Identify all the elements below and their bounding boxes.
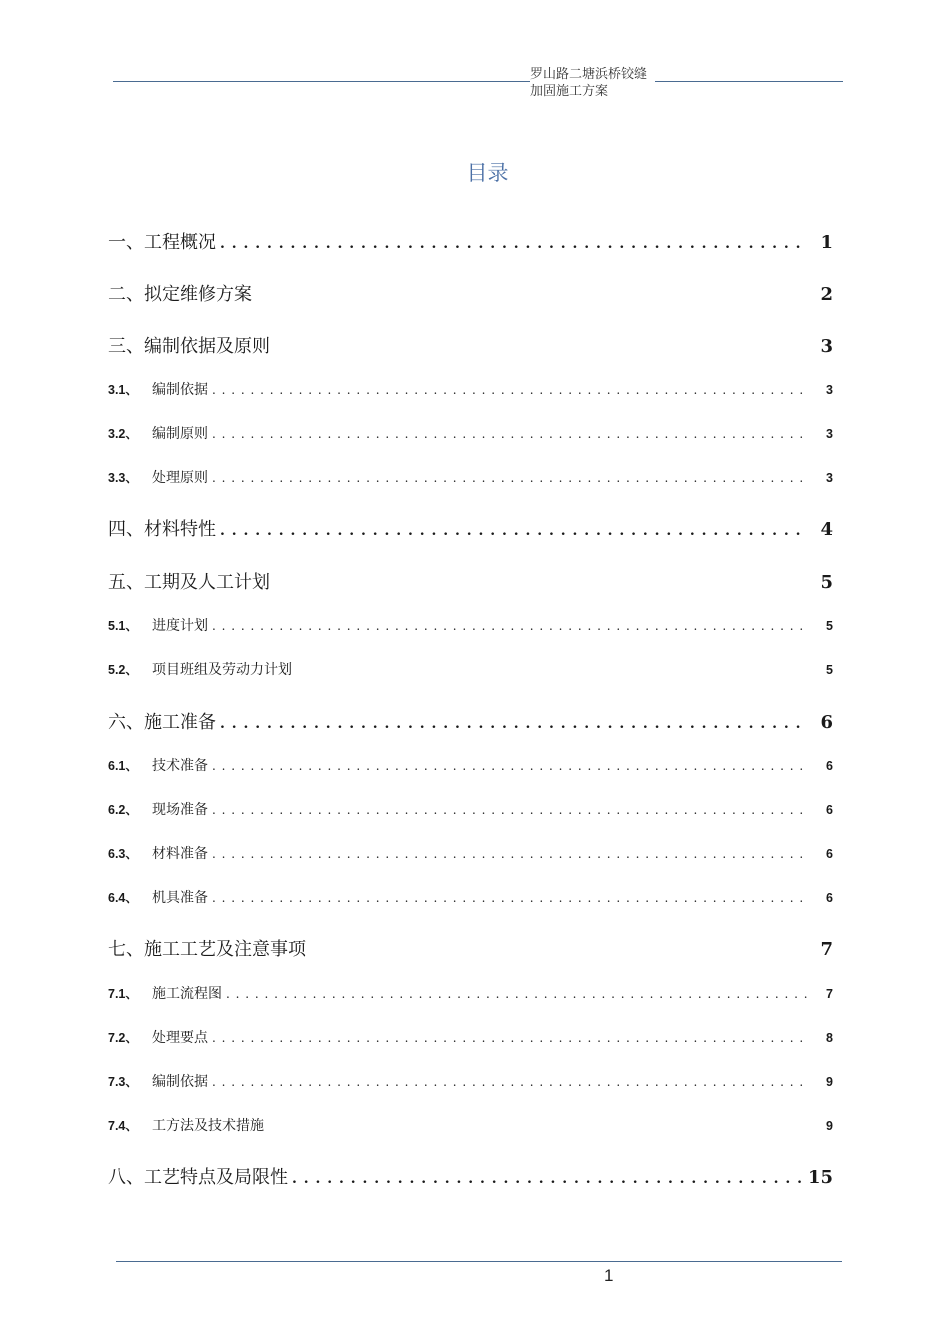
dot-leader [212, 471, 807, 485]
dot-leader [220, 716, 807, 732]
toc-entry[interactable] [108, 659, 833, 679]
toc-entry-label: 四、材料特性 [108, 519, 216, 540]
toc-entry[interactable] [108, 228, 833, 254]
dot-leader [212, 847, 807, 861]
dot-leader [212, 383, 807, 397]
toc-entry[interactable] [108, 935, 833, 961]
toc-entry-number: 3.2、 [108, 427, 138, 441]
toc-entry-label: 项目班组及劳动力计划 [152, 662, 292, 678]
footer-rule [116, 1261, 842, 1262]
dot-leader [220, 523, 807, 539]
toc-entry[interactable] [108, 332, 833, 358]
dot-leader [212, 1075, 807, 1089]
toc-entry-label: 八、工艺特点及局限性 [108, 1167, 288, 1188]
toc-entry-label: 处理要点 [152, 1030, 208, 1046]
toc-entry[interactable] [108, 379, 833, 399]
toc-entry-page: 6 [820, 712, 833, 733]
toc-entry[interactable] [108, 983, 833, 1003]
toc-entry[interactable] [108, 708, 833, 734]
toc-entry-number: 6.2、 [108, 803, 138, 817]
toc-entry-page: 15 [807, 1167, 833, 1188]
toc-entry-page: 6 [826, 759, 833, 773]
toc-entry-number: 3.1、 [108, 383, 138, 397]
footer-page-number: 1 [604, 1266, 614, 1285]
toc-entry-label: 编制依据 [152, 1074, 208, 1090]
toc-entry-page: 2 [820, 284, 833, 305]
toc-entry-number: 5.1、 [108, 619, 138, 633]
toc-entry-number: 5.2、 [108, 663, 138, 677]
toc-entry-label: 七、施工工艺及注意事项 [108, 939, 306, 960]
toc-entry-number: 7.2、 [108, 1031, 138, 1045]
toc-entry[interactable] [108, 515, 833, 541]
toc-entry[interactable] [108, 423, 833, 443]
toc-entry-label: 五、工期及人工计划 [108, 572, 270, 593]
toc-title: 目录 [466, 161, 509, 185]
toc-entry-label: 编制原则 [152, 426, 208, 442]
toc-entry[interactable] [108, 1115, 833, 1135]
toc-entry-label: 处理原则 [152, 470, 208, 486]
dot-leader [226, 987, 807, 1001]
toc-entry-page: 3 [826, 383, 833, 397]
toc-entry-label: 六、施工准备 [108, 712, 216, 733]
toc-entry[interactable] [108, 755, 833, 775]
header-rule [113, 81, 843, 82]
dot-leader [212, 759, 807, 773]
toc-entry-page: 6 [826, 803, 833, 817]
dot-leader [212, 803, 807, 817]
toc-entry-label: 三、编制依据及原则 [108, 336, 270, 357]
dot-leader [212, 427, 807, 441]
toc-entry-label: 进度计划 [152, 618, 208, 634]
dot-leader [212, 891, 807, 905]
toc-entry-label: 编制依据 [152, 382, 208, 398]
toc-entry-page: 6 [826, 847, 833, 861]
toc-entry-page: 3 [820, 336, 833, 357]
dot-leader [292, 1171, 804, 1187]
toc-entry-page: 5 [826, 663, 833, 677]
toc-entry-label: 施工流程图 [152, 986, 222, 1002]
toc-entry[interactable] [108, 568, 833, 594]
toc-entry-number: 6.4、 [108, 891, 138, 905]
toc-entry[interactable] [108, 615, 833, 635]
toc-entry-page: 5 [826, 619, 833, 633]
toc-entry-number: 7.1、 [108, 987, 138, 1001]
toc-entry-label: 二、拟定维修方案 [108, 284, 252, 305]
toc-entry-number: 7.3、 [108, 1075, 138, 1089]
toc-entry-label: 材料准备 [152, 846, 208, 862]
toc-entry-page: 7 [820, 939, 833, 960]
toc-entry-number: 6.1、 [108, 759, 138, 773]
toc-entry-label: 工方法及技术措施 [152, 1118, 264, 1134]
dot-leader [212, 1031, 807, 1045]
toc-entry[interactable] [108, 280, 833, 306]
toc-entry-page: 3 [826, 427, 833, 441]
toc-entry-page: 9 [826, 1075, 833, 1089]
toc-entry[interactable] [108, 887, 833, 907]
toc-entry-label: 技术准备 [152, 758, 208, 774]
dot-leader [220, 236, 807, 252]
toc-entry-page: 6 [826, 891, 833, 905]
toc-entry-page: 4 [820, 519, 833, 540]
toc-entry[interactable] [108, 1163, 833, 1189]
toc-entry[interactable] [108, 467, 833, 487]
toc-entry-label: 一、工程概况 [108, 232, 216, 253]
toc-entry[interactable] [108, 843, 833, 863]
dot-leader [212, 619, 807, 633]
toc-entry[interactable] [108, 799, 833, 819]
toc-entry-page: 1 [820, 232, 833, 253]
toc-entry-number: 6.3、 [108, 847, 138, 861]
toc-entry[interactable] [108, 1027, 833, 1047]
toc-entry-page: 3 [826, 471, 833, 485]
toc-entry-label: 机具准备 [152, 890, 208, 906]
toc-entry-number: 7.4、 [108, 1119, 138, 1133]
toc-entry-page: 5 [820, 572, 833, 593]
toc-entry-label: 现场准备 [152, 802, 208, 818]
toc-entry-page: 7 [826, 987, 833, 1001]
toc-entry[interactable] [108, 1071, 833, 1091]
toc-entry-number: 3.3、 [108, 471, 138, 485]
toc-entry-page: 9 [826, 1119, 833, 1133]
header-title: 罗山路二塘浜桥铰缝加固施工方案 [530, 66, 655, 100]
toc-entry-page: 8 [826, 1031, 833, 1045]
